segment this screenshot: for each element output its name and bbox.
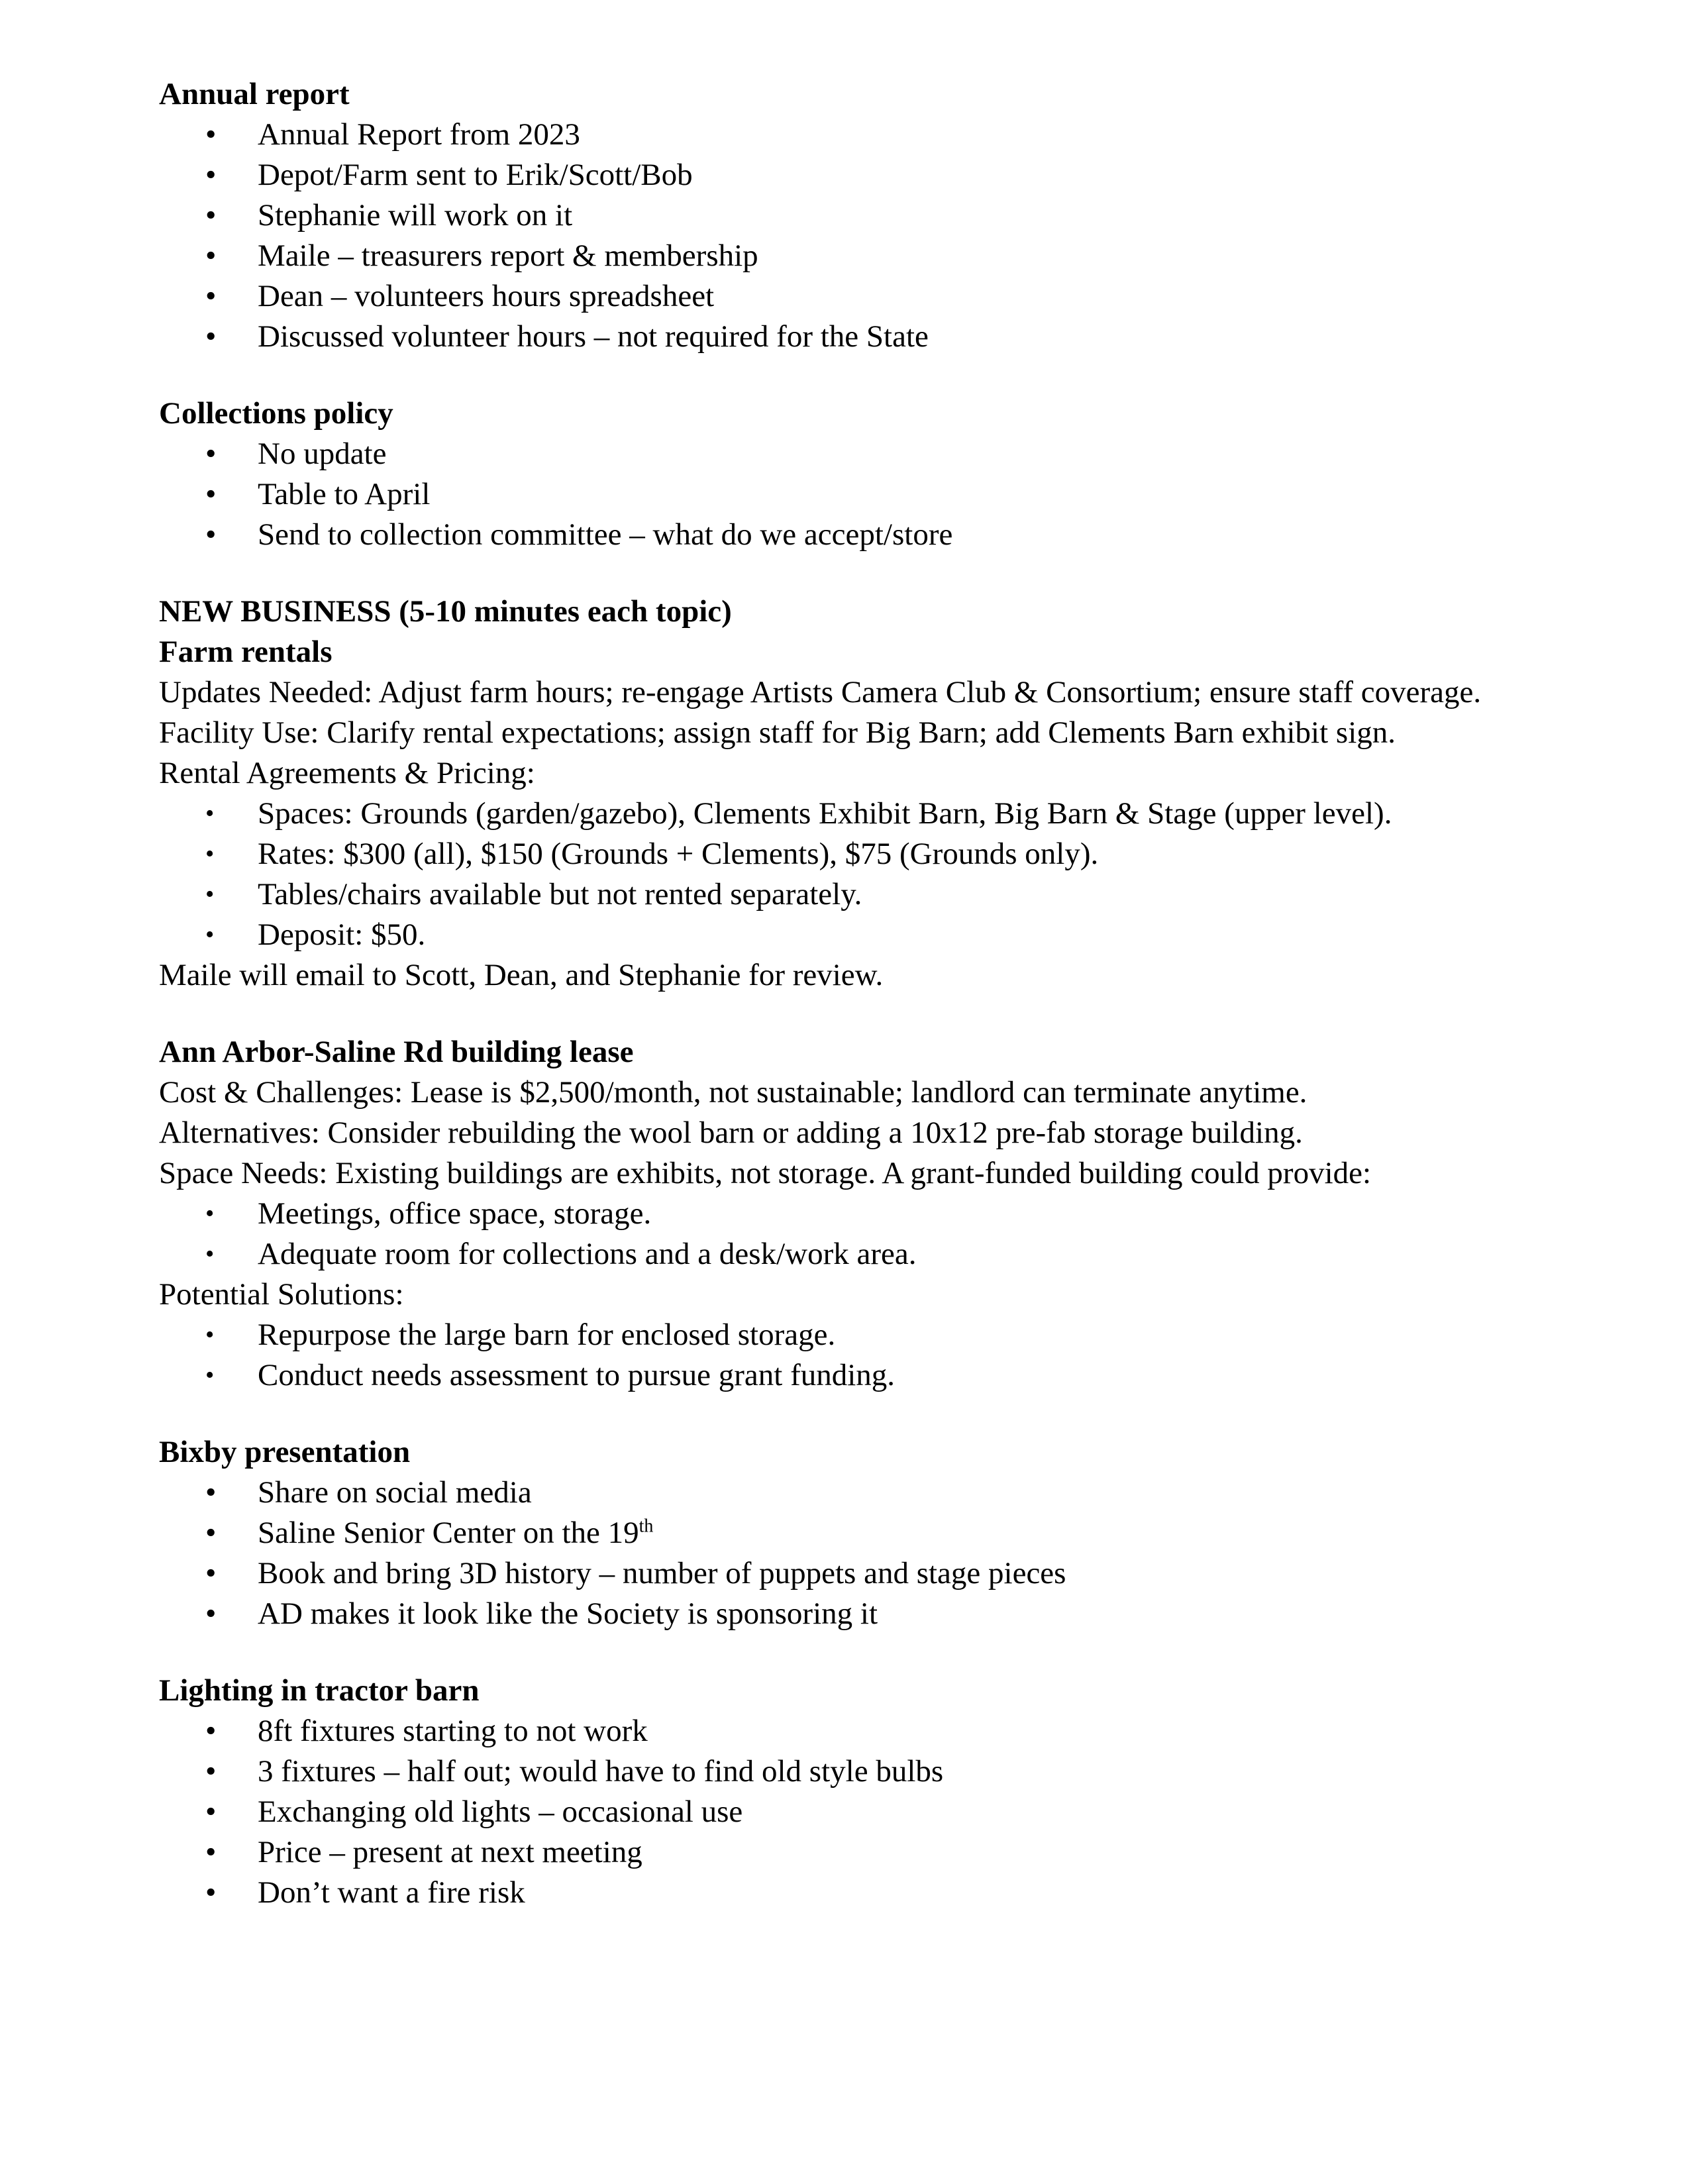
list-item: • Stephanie will work on it <box>159 195 1537 236</box>
list-item: • Depot/Farm sent to Erik/Scott/Bob <box>159 155 1537 195</box>
heading-farm-rentals: Farm rentals <box>159 635 333 669</box>
lease-solutions: Potential Solutions: <box>159 1277 404 1312</box>
section-collections-policy <box>159 393 1537 555</box>
bixby-list <box>159 1473 1537 1634</box>
lease-space-needs: Space Needs: Existing buildings are exhibits, not storage. A grant-funded building could provide: <box>159 1156 1372 1190</box>
list-item: • Adequate room for collections and a desk/work area. <box>159 1234 1537 1274</box>
list-item: • No update <box>159 434 1537 474</box>
list-item: • Rates: $300 (all), $150 (Grounds + Clements), $75 (Grounds only). <box>159 834 1537 874</box>
farm-rentals-agreements: Rental Agreements & Pricing: <box>159 756 535 790</box>
ordinal-suffix: th <box>639 1516 654 1537</box>
document-page <box>159 74 1537 1950</box>
heading-annual-report: Annual report <box>159 77 350 111</box>
farm-rentals-facility-use: Facility Use: Clarify rental expectations; assign staff for Big Barn; add Clements Barn exhibit sign. <box>159 715 1396 750</box>
list-item: • Exchanging old lights – occasional use <box>159 1792 1537 1832</box>
solutions-list <box>159 1315 1537 1396</box>
list-item: • Share on social media <box>159 1473 1537 1513</box>
heading-new-business: NEW BUSINESS (5-10 minutes each topic) <box>159 594 732 629</box>
section-bixby <box>159 1432 1537 1634</box>
list-item: • Dean – volunteers hours spreadsheet <box>159 276 1537 317</box>
list-item: • Annual Report from 2023 <box>159 115 1537 155</box>
list-item: • Maile – treasurers report & membership <box>159 236 1537 276</box>
heading-lighting: Lighting in tractor barn <box>159 1673 480 1708</box>
list-item: • 8ft fixtures starting to not work <box>159 1711 1537 1751</box>
list-item <box>159 1513 1537 1553</box>
list-item: • Price – present at next meeting <box>159 1832 1537 1873</box>
list-item: • 3 fixtures – half out; would have to find old style bulbs <box>159 1751 1537 1792</box>
list-item: • Send to collection committee – what do we accept/store <box>159 515 1537 555</box>
section-annual-report <box>159 74 1537 357</box>
list-item-text: Saline Senior Center on the 19 <box>258 1516 639 1550</box>
list-item: • Discussed volunteer hours – not required for the State <box>159 317 1537 357</box>
lease-alternatives: Alternatives: Consider rebuilding the wool barn or adding a 10x12 pre-fab storage building. <box>159 1116 1303 1150</box>
list-item: • Book and bring 3D history – number of puppets and stage pieces <box>159 1553 1537 1594</box>
list-item: • Table to April <box>159 474 1537 515</box>
annual-report-list <box>159 115 1537 357</box>
list-item: • Spaces: Grounds (garden/gazebo), Clements Exhibit Barn, Big Barn & Stage (upper level). <box>159 794 1537 834</box>
list-item: • Deposit: $50. <box>159 915 1537 955</box>
farm-rentals-closing: Maile will email to Scott, Dean, and Stephanie for review. <box>159 958 884 992</box>
heading-building-lease: Ann Arbor-Saline Rd building lease <box>159 1035 634 1069</box>
list-item: • Meetings, office space, storage. <box>159 1194 1537 1234</box>
list-item: • Repurpose the large barn for enclosed storage. <box>159 1315 1537 1355</box>
heading-collections-policy: Collections policy <box>159 396 393 431</box>
list-item: • Tables/chairs available but not rented separately. <box>159 874 1537 915</box>
heading-bixby: Bixby presentation <box>159 1435 411 1469</box>
list-item: • AD makes it look like the Society is sponsoring it <box>159 1594 1537 1634</box>
section-building-lease <box>159 1032 1537 1396</box>
list-item: • Conduct needs assessment to pursue grant funding. <box>159 1355 1537 1396</box>
farm-rentals-updates: Updates Needed: Adjust farm hours; re-engage Artists Camera Club & Consortium; ensure staff coverage. <box>159 675 1482 709</box>
section-lighting <box>159 1671 1537 1913</box>
list-item: • Don’t want a fire risk <box>159 1873 1537 1913</box>
lighting-list <box>159 1711 1537 1913</box>
farm-rentals-list <box>159 794 1537 955</box>
lease-cost: Cost & Challenges: Lease is $2,500/month, not sustainable; landlord can terminate anytime. <box>159 1075 1307 1110</box>
collections-policy-list <box>159 434 1537 555</box>
space-needs-list <box>159 1194 1537 1274</box>
section-farm-rentals <box>159 592 1537 996</box>
